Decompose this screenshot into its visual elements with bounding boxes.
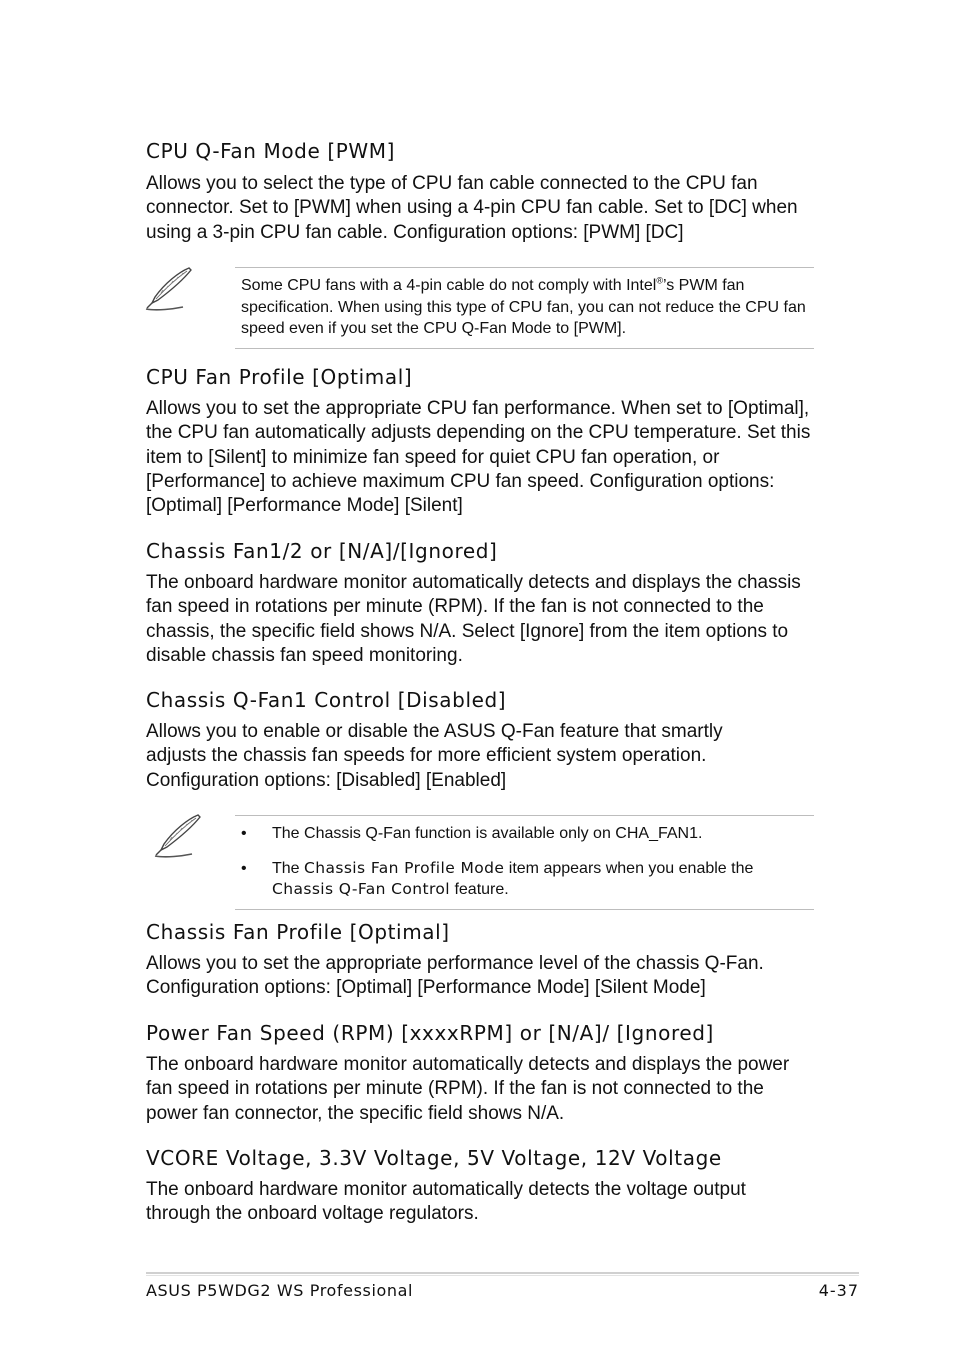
- section-heading-chassis-fan: Chassis Fan1/2 or [N/A]/[Ignored]: [146, 539, 498, 563]
- section-heading-cpu-fan-profile: CPU Fan Profile [Optimal]: [146, 365, 413, 389]
- note-box-pwm: [235, 267, 814, 349]
- section-heading-power-fan-speed: Power Fan Speed (RPM) [xxxxRPM] or [N/A]/ [Ignored]: [146, 1021, 714, 1045]
- list-item: • The Chassis Fan Profile Mode item appears when you enable the Chassis Q-Fan Control feature.: [241, 859, 754, 898]
- note-list: [235, 823, 814, 900]
- footer-page-number: 4-37: [818, 1281, 859, 1300]
- section-body-voltages: The onboard hardware monitor automatically detects the voltage output through the onboard voltage regulators.: [146, 1179, 746, 1225]
- keyword-chassis-q-fan-control: Chassis Q-Fan Control: [272, 880, 450, 898]
- section-heading-chassis-fan-profile: Chassis Fan Profile [Optimal]: [146, 920, 450, 944]
- section-body-chassis-fan-profile: Allows you to set the appropriate performance level of the chassis Q-Fan. Configuration options: [Optimal] [Performance Mode] [Silent Mode]: [146, 953, 764, 999]
- section-body-cpu-q-fan-mode: Allows you to select the type of CPU fan cable connected to the CPU fan connector. Set to [PWM] when using a 4-pin CPU fan cable. Set to [DC] when using a 3-pin CPU fan cable. Configuration options: [PWM] [DC]: [146, 173, 798, 243]
- pen-note-icon: [143, 265, 199, 311]
- pen-note-icon: [152, 812, 208, 858]
- section-body-power-fan-speed: The onboard hardware monitor automatically detects and displays the power fan speed in rotations per minute (RPM). If the fan is not connected to the power fan connector, the specific field shows N/A.: [146, 1054, 790, 1124]
- footer-product-name: ASUS P5WDG2 WS Professional: [146, 1281, 414, 1300]
- section-body-cpu-fan-profile: Allows you to set the appropriate CPU fan performance. When set to [Optimal], the CPU fan automatically adjusts depending on the CPU temperature. Set this item to [Silent] to minimize fan speed for quiet CPU fan operation, or [Performance] to achieve maximum CPU fan speed. Configuration options: [Optimal] [Performance Mode] [Silent]: [146, 398, 811, 517]
- footer-rule: [146, 1275, 859, 1276]
- footer-rule: [146, 1272, 859, 1274]
- note-box-chassis: [235, 815, 814, 910]
- keyword-chassis-fan-profile-mode: Chassis Fan Profile Mode: [304, 859, 505, 877]
- section-heading-cpu-q-fan-mode: CPU Q-Fan Mode [PWM]: [146, 139, 396, 163]
- list-item: • The Chassis Q-Fan function is available only on CHA_FAN1.: [241, 825, 703, 842]
- section-heading-voltages: VCORE Voltage, 3.3V Voltage, 5V Voltage, 12V Voltage: [146, 1146, 722, 1170]
- note-text-pwm: Some CPU fans with a 4-pin cable do not comply with Intel®’s PWM fan specification. When using this type of CPU fan, you can not reduce the CPU fan speed even if you set the CPU Q-Fan Mode to [PWM].: [241, 275, 806, 337]
- section-body-chassis-fan: The onboard hardware monitor automatically detects and displays the chassis fan speed in rotations per minute (RPM). If the fan is not connected to the chassis, the specific field shows N/A. Select [Ignore] from the item options to disable chassis fan speed monitoring.: [146, 572, 801, 666]
- section-body-chassis-q-fan-control: Allows you to enable or disable the ASUS Q-Fan feature that smartly adjusts the chassis fan speeds for more efficient system operation. Configuration options: [Disabled] [Enabled]: [146, 721, 723, 791]
- section-heading-chassis-q-fan-control: Chassis Q-Fan1 Control [Disabled]: [146, 688, 507, 712]
